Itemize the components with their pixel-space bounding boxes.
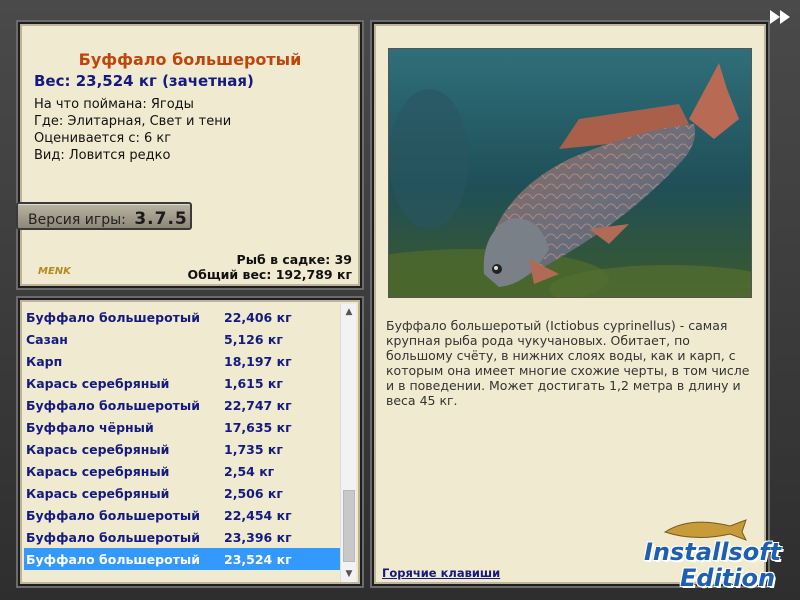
fish-photo-image <box>389 49 752 298</box>
fish-count: Рыб в садке: 39 <box>236 252 352 267</box>
catch-list-row[interactable] <box>24 350 340 372</box>
catch-fish-weight: 23,396 кг <box>224 529 292 545</box>
scrollbar-thumb[interactable] <box>343 490 355 562</box>
catch-list-row[interactable] <box>24 394 340 416</box>
catch-fish-name: Буффало большеротый <box>26 397 200 413</box>
fish-description: Буффало большеротый (Ictiobus cyprinellus) - самая крупная рыба рода чукучановых. Обитает, по большому счёту, в нижних слоях воды, как и карп, с которым она имеет многие схожие черты, в том числе и в поведении. Может достигать 1,2 метра в длину и веса 45 кг. <box>386 318 750 408</box>
catch-list-row[interactable] <box>24 416 340 438</box>
bait-line: На что поймана: Ягоды <box>34 97 194 112</box>
catch-fish-weight: 2,54 кг <box>224 463 275 479</box>
version-label: Версия игры: <box>28 212 126 228</box>
installsoft-watermark <box>640 516 796 596</box>
catch-fish-weight: 5,126 кг <box>224 331 283 347</box>
catch-list-panel <box>18 298 362 586</box>
catch-list-row[interactable] <box>24 438 340 460</box>
catch-list-row[interactable] <box>24 482 340 504</box>
catch-fish-name: Буффало чёрный <box>26 419 154 435</box>
chevron-down-icon[interactable]: ▼ <box>345 569 353 579</box>
catch-fish-name: Буффало большеротый <box>26 551 200 567</box>
catch-list-row[interactable] <box>24 526 340 548</box>
fish-description-panel <box>372 22 768 586</box>
watermark-line-2: Edition <box>680 564 776 592</box>
catch-list-row[interactable] <box>24 504 340 526</box>
catch-fish-weight: 23,524 кг <box>224 551 292 567</box>
catch-fish-name: Буффало большеротый <box>26 529 200 545</box>
catch-fish-name: Карась серебряный <box>26 441 170 457</box>
catch-fish-name: Карась серебряный <box>26 485 170 501</box>
catch-list-row[interactable] <box>24 548 340 570</box>
watermark-line-1: Installsoft <box>644 538 782 566</box>
catch-fish-name: Карась серебряный <box>26 463 170 479</box>
catch-list-row[interactable] <box>24 372 340 394</box>
catch-fish-weight: 2,506 кг <box>224 485 283 501</box>
list-scrollbar[interactable] <box>340 304 356 582</box>
catch-fish-weight: 22,454 кг <box>224 507 292 523</box>
catch-list-row[interactable] <box>24 306 340 328</box>
catch-fish-name: Буффало большеротый <box>26 507 200 523</box>
keepnet-stats <box>188 252 353 282</box>
catch-fish-weight: 17,635 кг <box>224 419 292 435</box>
fish-details <box>34 96 231 164</box>
hotkeys-link[interactable]: Горячие клавиши <box>382 566 501 580</box>
version-value: 3.7.5 <box>134 209 188 229</box>
total-weight: Общий вес: 192,789 кг <box>187 267 352 282</box>
catch-fish-weight: 1,735 кг <box>224 441 283 457</box>
chevron-up-icon[interactable]: ▲ <box>345 307 353 317</box>
catch-fish-weight: 1,615 кг <box>224 375 283 391</box>
catch-fish-weight: 22,747 кг <box>224 397 292 413</box>
catch-fish-name: Буффало большеротый <box>26 309 200 325</box>
catch-fish-weight: 22,406 кг <box>224 309 292 325</box>
catch-list-row[interactable] <box>24 460 340 482</box>
catch-fish-name: Карась серебряный <box>26 375 170 391</box>
rarity-line: Вид: Ловится редко <box>34 148 171 163</box>
double-chevron-right-icon[interactable] <box>770 10 792 24</box>
fish-weight: Вес: 23,524 кг (зачетная) <box>34 72 254 90</box>
catch-fish-name: Карп <box>26 353 63 369</box>
min-weight-line: Оценивается с: 6 кг <box>34 131 172 146</box>
fish-photo <box>388 48 752 298</box>
location-line: Где: Элитарная, Свет и тени <box>34 114 232 129</box>
catch-fish-name: Сазан <box>26 331 68 347</box>
fish-title: Буффало большеротый <box>78 50 302 69</box>
catch-list[interactable] <box>24 306 340 570</box>
catch-list-row[interactable] <box>24 328 340 350</box>
version-badge <box>16 202 192 230</box>
catch-fish-weight: 18,197 кг <box>224 353 292 369</box>
fish-info-panel <box>18 22 362 288</box>
small-logo: MENK <box>38 266 71 277</box>
